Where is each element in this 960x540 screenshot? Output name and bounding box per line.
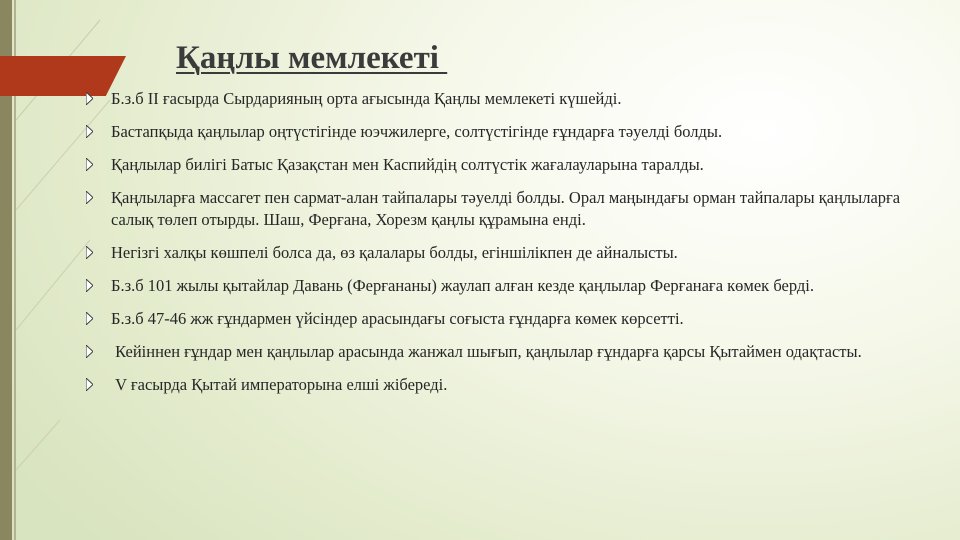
arrow-triangle-bullet-icon bbox=[86, 92, 93, 105]
bullet-item bbox=[86, 242, 926, 264]
bullet-list bbox=[86, 88, 926, 407]
bullet-item bbox=[86, 154, 926, 176]
bullet-item bbox=[86, 88, 926, 110]
arrow-triangle-bullet-icon bbox=[86, 312, 93, 325]
bullet-text: Кейіннен ғұндар мен қаңлылар арасында жанжал шығып, қаңлылар ғұндарға қарсы Қытаймен одақтасты. bbox=[111, 342, 862, 361]
arrow-triangle-bullet-icon bbox=[86, 125, 93, 138]
bullet-item bbox=[86, 308, 926, 330]
bullet-item bbox=[86, 275, 926, 297]
arrow-triangle-bullet-icon bbox=[86, 378, 93, 391]
arrow-triangle-bullet-icon bbox=[86, 279, 93, 292]
slide-title: Қаңлы мемлекеті bbox=[176, 40, 448, 76]
bullet-text: V ғасырда Қытай императорына елші жібереді. bbox=[111, 375, 448, 394]
bullet-text: Қаңлылар билігі Батыс Қазақстан мен Каспийдің солтүстік жағалауларына таралды. bbox=[111, 155, 704, 174]
bullet-text: Қаңлыларға массагет пен сармат-алан тайпалары тәуелді болды. Орал маңындағы орман тайпалары қаңлыларға салық төлеп отырды. Шаш, Ферғана, Хорезм қаңлы құрамына енді. bbox=[111, 188, 905, 229]
bullet-text: Б.з.б II ғасырда Сырдарияның орта ағысында Қаңлы мемлекеті күшейді. bbox=[111, 89, 622, 108]
bullet-text: Негізгі халқы көшпелі болса да, өз қалалары болды, егіншілікпен де айналысты. bbox=[111, 243, 678, 262]
bullet-text: Б.з.б 101 жылы қытайлар Давань (Ферғананы) жаулап алған кезде қаңлылар Ферғанаға көмек берді. bbox=[111, 276, 814, 295]
arrow-triangle-bullet-icon bbox=[86, 191, 93, 204]
bullet-item bbox=[86, 121, 926, 143]
arrow-triangle-bullet-icon bbox=[86, 246, 93, 259]
bullet-item bbox=[86, 187, 926, 231]
bullet-item bbox=[86, 374, 926, 396]
bullet-item bbox=[86, 341, 926, 363]
arrow-triangle-bullet-icon bbox=[86, 345, 93, 358]
bullet-text: Б.з.б 47-46 жж ғұндармен үйсіндер арасындағы соғыста ғұндарға көмек көрсетті. bbox=[111, 309, 684, 328]
bullet-text: Бастапқыда қаңлылар оңтүстігінде юэчжилерге, солтүстігінде ғұндарға тәуелді болды. bbox=[111, 122, 723, 141]
arrow-triangle-bullet-icon bbox=[86, 158, 93, 171]
